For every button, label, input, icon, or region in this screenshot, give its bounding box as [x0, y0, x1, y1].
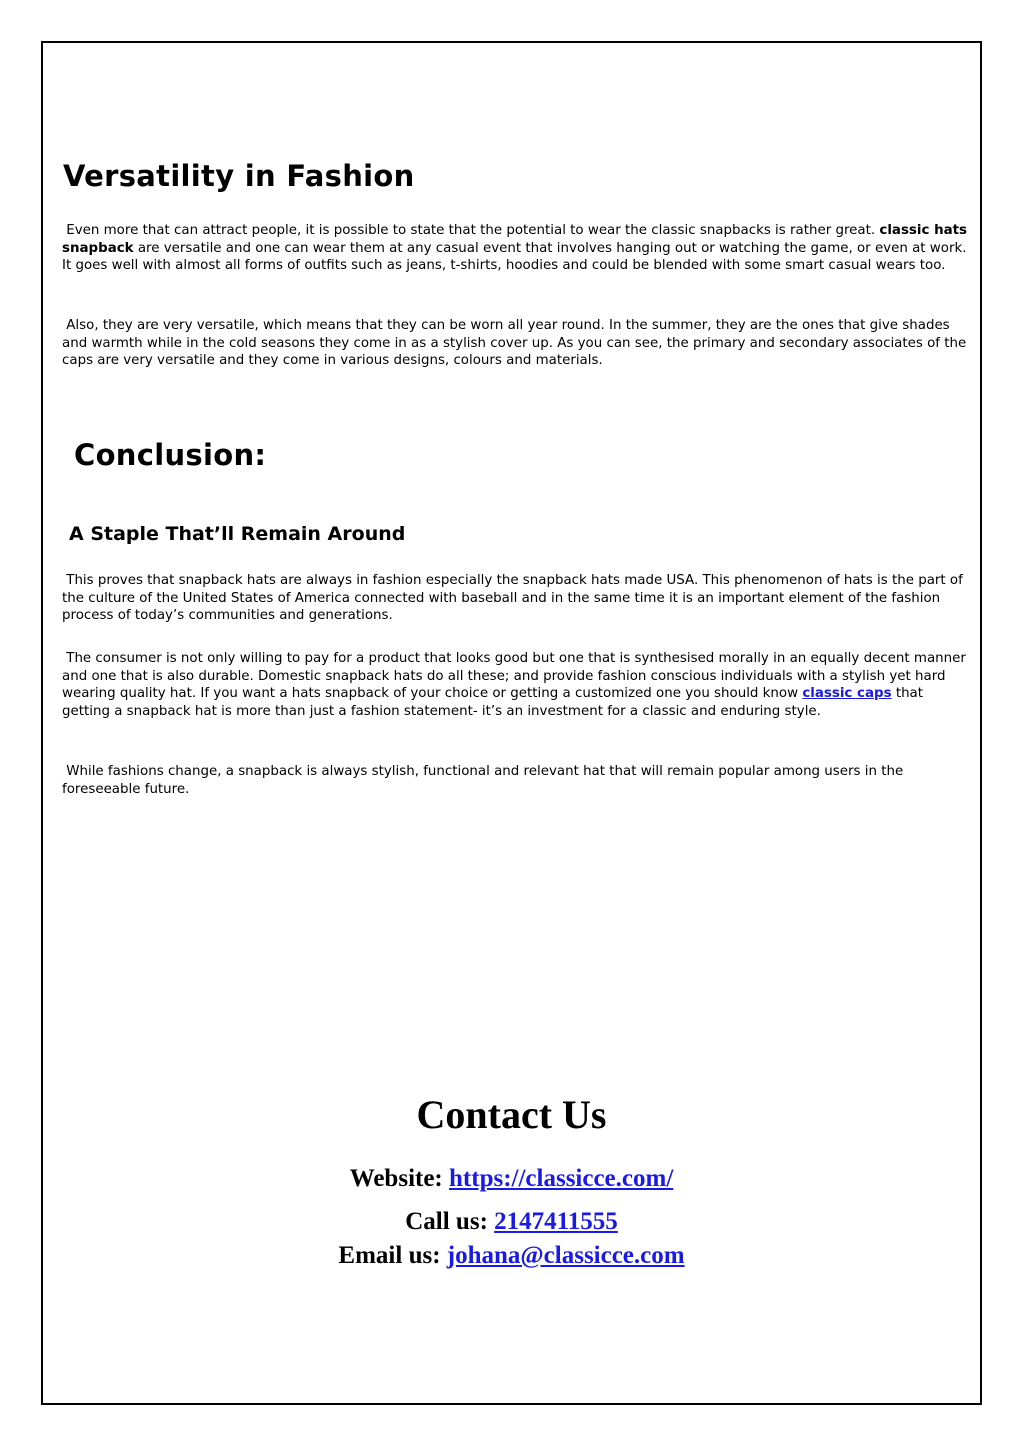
paragraph-text: are versatile and one can wear them at any casual event that involves hanging out or watching the game, or even at work. It goes well with almost all forms of outfits such as jeans, t-shirts, hoodies and could be blended with some smart casual wears too. [62, 240, 967, 274]
contact-website-line [43, 1163, 980, 1195]
paragraph-conclusion-1 [62, 572, 970, 625]
classic-caps-link[interactable]: classic caps [802, 686, 892, 702]
paragraph-text: Even more that can attract people, it is possible to state that the potential to wear the classic snapbacks is rather great. [66, 223, 880, 238]
paragraph-text: Also, they are very versatile, which means that they can be worn all year round. In the summer, they are the ones that give shades and warmth while in the cold seasons they come in as a stylish cover up. As you can see, the primary and secondary associates of the caps are very versatile and they come in various designs, colours and materials. [62, 318, 967, 369]
email-label: Email us: [338, 1242, 447, 1269]
website-link[interactable]: https://classicce.com/ [449, 1165, 674, 1192]
section-heading-conclusion: Conclusion: [74, 438, 267, 472]
paragraph-conclusion-2 [62, 650, 970, 720]
paragraph-conclusion-3 [62, 763, 970, 798]
paragraph-versatility-2 [62, 317, 970, 370]
contact-title: Contact Us [416, 1092, 607, 1137]
phone-link[interactable]: 2147411555 [494, 1208, 618, 1235]
contact-email-line [43, 1240, 980, 1272]
section-heading-versatility: Versatility in Fashion [63, 159, 415, 193]
keyword-classic-hats-snapback: classic hats snapback [62, 223, 968, 256]
paragraph-versatility-1 [62, 222, 970, 275]
paragraph-text: While fashions change, a snapback is always stylish, functional and relevant hat that will remain popular among users in the foreseeable future. [62, 764, 904, 797]
call-label: Call us: [405, 1208, 495, 1235]
contact-call-line [43, 1206, 980, 1238]
paragraph-text: This proves that snapback hats are always in fashion especially the snapback hats made USA. This phenomenon of hats is the part of the culture of the United States of America connected with baseball and in the same time it is an important element of the fashion process of today’s communities and generations. [62, 573, 963, 624]
subheading-staple: A Staple That’ll Remain Around [69, 523, 406, 545]
paragraph-text: that getting a snapback hat is more than just a fashion statement- it’s an investment for a classic and enduring style. [62, 686, 924, 719]
paragraph-text: The consumer is not only willing to pay for a product that looks good but one that is synthesised morally in an equally decent manner and one that is also durable. Domestic snapback hats do all these; and provide fashion conscious individuals with a stylish yet hard wearing quality hat. If you want a hats snapback of your choice or getting a customized one you should know [62, 651, 966, 702]
email-link[interactable]: johana@classicce.com [446, 1242, 685, 1269]
website-label: Website: [349, 1165, 450, 1192]
page-frame [41, 41, 982, 1405]
